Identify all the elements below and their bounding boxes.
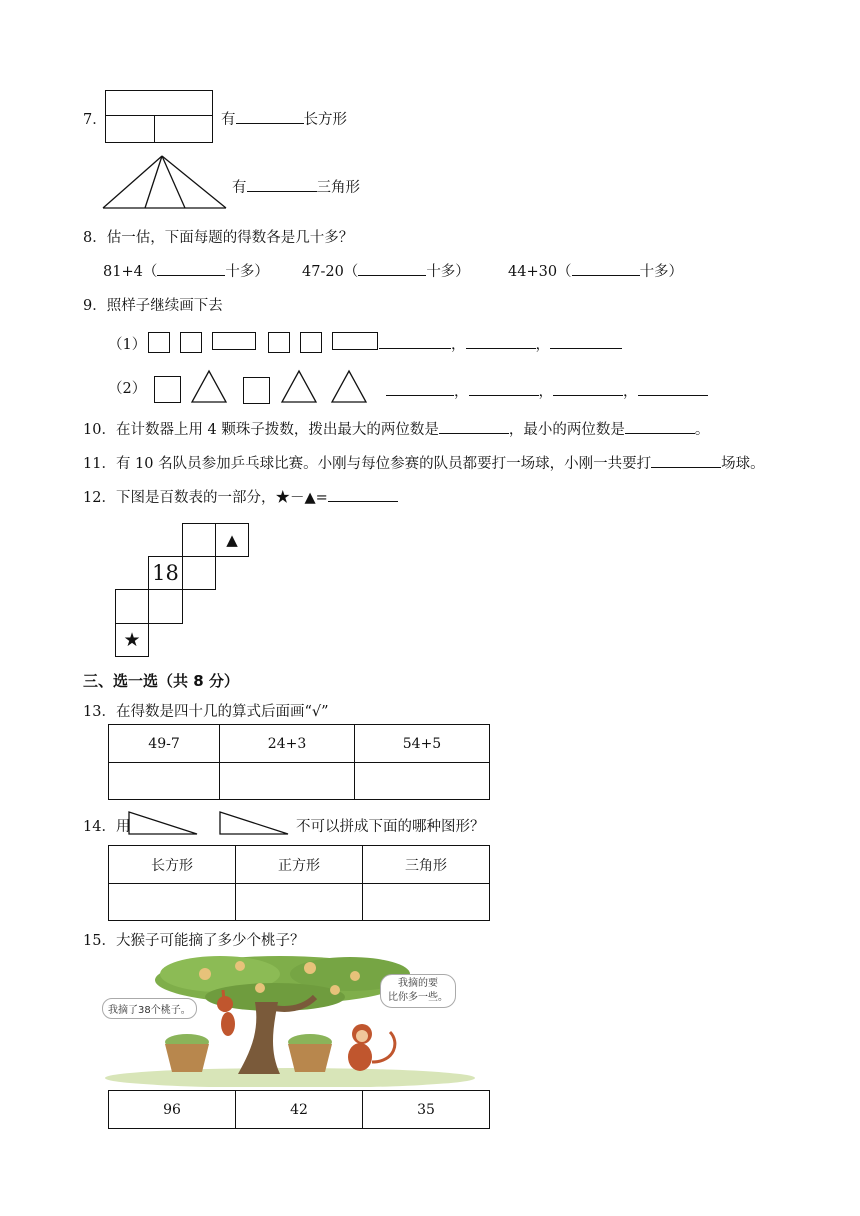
- q13-answer-cell-1[interactable]: [109, 763, 220, 800]
- q9-row1-label: （1）: [108, 337, 147, 353]
- q15-option-1[interactable]: 96: [109, 1091, 236, 1129]
- q15-option-3[interactable]: 35: [363, 1091, 490, 1129]
- q14-suffix: 不可以拼成下面的哪种图形？: [296, 819, 485, 835]
- q9-row1-blanks: ， ，: [379, 333, 622, 354]
- rectangle-shape: [212, 332, 256, 350]
- tree-scene: [100, 952, 475, 1087]
- triangle-shape: [190, 369, 228, 404]
- chart-cell: [182, 556, 216, 590]
- q12-blank[interactable]: [328, 487, 398, 502]
- rect-count-blank[interactable]: [236, 109, 304, 124]
- q11-text: 11．有 10 名队员参加乒乓球比赛。小刚与每位参赛的队员都要打一场球，小刚一共要打 场球。: [83, 452, 765, 473]
- q10-blank-max[interactable]: [439, 419, 509, 434]
- q11-blank[interactable]: [651, 453, 721, 468]
- q7-tri-answer: 有 三角形: [232, 176, 360, 197]
- q15-options-table: [108, 1090, 490, 1129]
- q9-row2-blank-4[interactable]: [638, 381, 708, 396]
- q10-blank-min[interactable]: [625, 419, 695, 434]
- triangle-figure: [100, 153, 230, 211]
- q8-item-3: 44+30（ 十多）: [508, 260, 683, 281]
- q13-answer-cell-3[interactable]: [355, 763, 490, 800]
- rectangle-shape: [332, 332, 378, 350]
- q9-row2-blank-2[interactable]: [469, 381, 539, 396]
- q10-text: 10．在计数器上用 4 颗珠子拨数，拨出最大的两位数是 ，最小的两位数是 。: [83, 418, 709, 439]
- q13-answer-cell-2[interactable]: [220, 763, 355, 800]
- q8-stem: 8．估一估，下面每题的得数各是几十多？: [83, 230, 354, 246]
- square-shape: [180, 332, 202, 353]
- q9-row1-blank-3[interactable]: [550, 334, 622, 349]
- q13-table: [108, 724, 490, 800]
- right-triangle-piece-1: [127, 810, 199, 836]
- square-shape: [243, 377, 270, 404]
- square-shape: [148, 332, 170, 353]
- q13-header-2: 24+3: [220, 725, 355, 763]
- q13-stem: 13．在得数是四十几的算式后面画“√”: [83, 704, 329, 720]
- q14-table: [108, 845, 490, 921]
- q14-answer-cell-3[interactable]: [363, 884, 490, 921]
- q14-header-3: 三角形: [363, 846, 490, 884]
- q12-stem: 12．下图是百数表的一部分，★－▲=: [83, 486, 398, 507]
- q15-stem: 15．大猴子可能摘了多少个桃子？: [83, 933, 305, 949]
- rectangle-figure: [105, 90, 213, 143]
- q9-stem: 9．照样子继续画下去: [83, 298, 223, 314]
- triangle-symbol: ▲: [226, 531, 238, 549]
- section-3-title: 三、选一选（共 8 分）: [83, 672, 239, 690]
- q14-header-2: 正方形: [236, 846, 363, 884]
- q9-row2-blank-1[interactable]: [386, 381, 454, 396]
- q9-row2-blank-3[interactable]: [553, 381, 623, 396]
- chart-cell: [115, 589, 149, 624]
- chart-cell-18: [148, 556, 183, 590]
- q8-blank-2[interactable]: [358, 261, 426, 276]
- q9-row2-label: （2）: [108, 381, 147, 397]
- q8-item-2: 47-20（ 十多）: [302, 260, 470, 281]
- q14-header-1: 长方形: [109, 846, 236, 884]
- q8-blank-3[interactable]: [572, 261, 640, 276]
- square-shape: [300, 332, 322, 353]
- chart-cell: [182, 523, 216, 557]
- square-shape: [154, 376, 181, 403]
- q7-number: 7．: [83, 112, 107, 128]
- q15-option-2[interactable]: 42: [236, 1091, 363, 1129]
- tri-count-blank[interactable]: [247, 177, 317, 192]
- q9-row2-blanks: ， ， ，: [386, 380, 708, 401]
- triangle-shape: [280, 369, 318, 404]
- q13-header-3: 54+5: [355, 725, 490, 763]
- chart-cell-star: [115, 623, 149, 657]
- triangle-shape: [330, 369, 368, 404]
- right-triangle-piece-2: [218, 810, 290, 836]
- cell-number: 18: [152, 561, 179, 585]
- speech-bubble-right: 我摘的要 比你多一些。: [380, 974, 456, 1008]
- q14-answer-cell-1[interactable]: [109, 884, 236, 921]
- q8-item-1: 81+4（ 十多）: [103, 260, 269, 281]
- q7-rect-answer: 有 长方形: [221, 108, 347, 129]
- q9-row1-blank-1[interactable]: [379, 334, 451, 349]
- q14-prefix: 14．用: [83, 819, 131, 835]
- q14-answer-cell-2[interactable]: [236, 884, 363, 921]
- chart-cell: [148, 589, 183, 624]
- q8-blank-1[interactable]: [157, 261, 225, 276]
- q13-header-1: 49-7: [109, 725, 220, 763]
- q9-row1-blank-2[interactable]: [466, 334, 536, 349]
- star-symbol: ★: [123, 629, 141, 651]
- speech-bubble-left: 我摘了38个桃子。: [102, 998, 197, 1019]
- square-shape: [268, 332, 290, 353]
- monkey-tree-illustration: [100, 952, 475, 1087]
- chart-cell-triangle: [215, 523, 249, 557]
